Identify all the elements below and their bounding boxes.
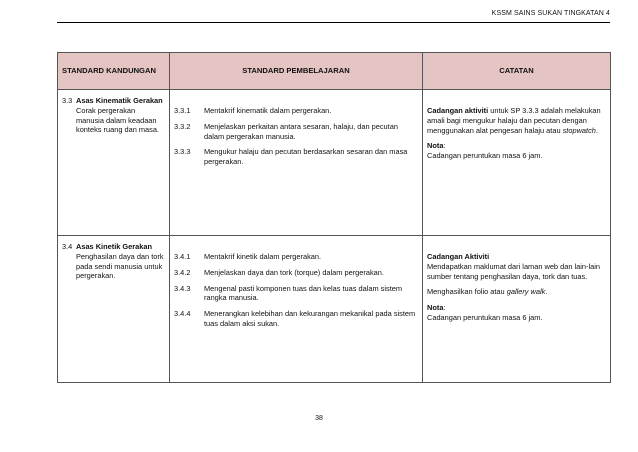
output-note bbox=[427, 287, 606, 297]
item-number: 3.3.1 bbox=[174, 106, 191, 115]
catatan-cell bbox=[423, 90, 611, 236]
header-divider bbox=[57, 22, 610, 23]
kandungan-title: Asas Kinetik Gerakan bbox=[76, 242, 152, 251]
activity-text: Mendapatkan maklumat dari laman web dan lain-lain sumber tentang penghasilan daya, tork dan tuas. bbox=[427, 261, 600, 281]
header-standard-pembelajaran: STANDARD PEMBELAJARAN bbox=[170, 53, 423, 90]
header-standard-kandungan: STANDARD KANDUNGAN bbox=[58, 53, 170, 90]
learning-standard-item bbox=[174, 106, 418, 116]
learning-standard-item bbox=[174, 284, 418, 304]
item-text: Menerangkan kelebihan dan kekurangan mekanikal pada sistem tuas dalam aksi sukan. bbox=[204, 309, 416, 328]
note-text: Cadangan peruntukan masa 6 jam. bbox=[427, 151, 543, 161]
kandungan-number: 3.4 bbox=[62, 242, 73, 251]
activity-note bbox=[427, 252, 606, 281]
learning-standard-item bbox=[174, 268, 418, 278]
time-note bbox=[427, 141, 606, 161]
time-note bbox=[427, 303, 606, 323]
item-number: 3.3.2 bbox=[174, 121, 191, 131]
table-row bbox=[58, 236, 611, 383]
activity-label: Cadangan aktiviti bbox=[427, 106, 489, 115]
item-number: 3.4.1 bbox=[174, 252, 191, 261]
table-header-row bbox=[58, 53, 611, 90]
document-header: KSSM SAINS SUKAN TINGKATAN 4 bbox=[491, 10, 610, 17]
output-end: . bbox=[545, 287, 548, 297]
activity-end: . bbox=[595, 125, 598, 135]
curriculum-table bbox=[57, 52, 611, 383]
activity-label: Cadangan Aktiviti bbox=[427, 252, 490, 261]
item-number: 3.3.3 bbox=[174, 147, 191, 157]
output-text: Menghasilkan folio atau bbox=[427, 287, 507, 297]
item-text: Mengenal pasti komponen tuas dan kelas tuas dalam sistem rangka manusia. bbox=[204, 283, 403, 303]
item-number: 3.4.4 bbox=[174, 309, 191, 319]
pembelajaran-cell bbox=[170, 90, 423, 236]
item-text: Menjelaskan daya dan tork (torque) dalam pergerakan. bbox=[204, 267, 384, 277]
pembelajaran-cell bbox=[170, 236, 423, 383]
note-label: Nota bbox=[427, 303, 444, 313]
kandungan-number: 3.3 bbox=[62, 96, 73, 105]
kandungan-description: Corak pergerakan manusia dalam keadaan konteks ruang dan masa. bbox=[76, 105, 159, 135]
note-colon: : bbox=[443, 303, 446, 313]
item-text: Mengukur halaju dan pecutan berdasarkan sesaran dan masa pergerakan. bbox=[204, 147, 408, 167]
note-colon: : bbox=[443, 141, 446, 151]
kandungan-description: Penghasilan daya dan tork pada sendi manusia untuk pergerakan. bbox=[76, 251, 164, 281]
header-catatan: CATATAN bbox=[423, 53, 611, 90]
kandungan-cell bbox=[58, 236, 170, 383]
kandungan-title: Asas Kinematik Gerakan bbox=[76, 96, 163, 105]
item-text: Mentakrif kinematik dalam pergerakan. bbox=[204, 106, 332, 115]
output-italic: gallery walk bbox=[506, 287, 546, 297]
catatan-cell bbox=[423, 236, 611, 383]
table-row bbox=[58, 90, 611, 236]
learning-standard-item bbox=[174, 147, 418, 167]
note-text: Cadangan peruntukan masa 6 jam. bbox=[427, 312, 543, 322]
item-number: 3.4.2 bbox=[174, 267, 191, 277]
item-text: Mentakrif kinetik dalam pergerakan. bbox=[204, 252, 322, 261]
page-number: 38 bbox=[315, 415, 323, 422]
activity-note bbox=[427, 106, 606, 135]
learning-standard-item bbox=[174, 122, 418, 142]
activity-italic: stopwatch bbox=[562, 125, 596, 135]
item-number: 3.4.3 bbox=[174, 283, 191, 293]
kandungan-cell bbox=[58, 90, 170, 236]
item-text: Menjelaskan perkaitan antara sesaran, halaju, dan pecutan dalam pergerakan manusia. bbox=[204, 121, 398, 141]
learning-standard-item bbox=[174, 309, 418, 329]
activity-text: untuk SP 3.3.3 adalah melakukan amali bagi mengukur halaju dan pecutan dengan menggunakan alat pengesan halaju atau bbox=[427, 106, 601, 135]
learning-standard-item bbox=[174, 252, 418, 262]
note-label: Nota bbox=[427, 141, 444, 151]
